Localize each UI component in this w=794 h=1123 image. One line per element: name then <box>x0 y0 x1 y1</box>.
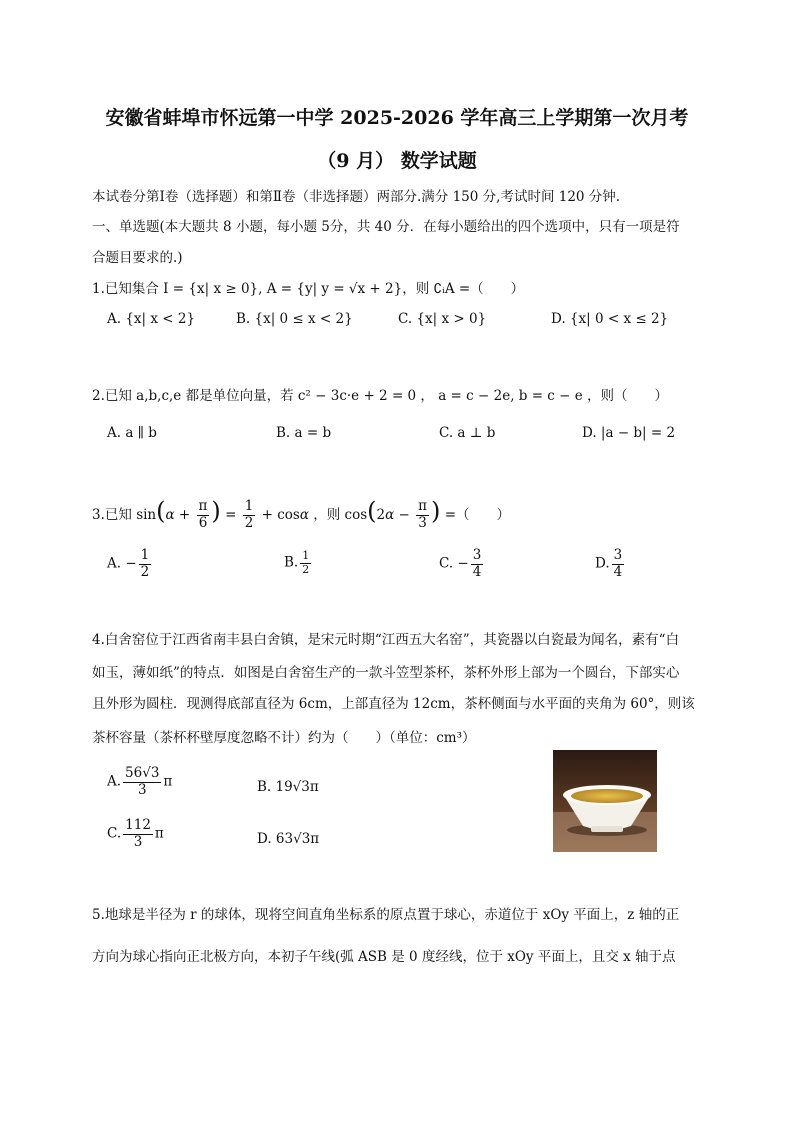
q1-option-b: B. {x| 0 ≤ x < 2} <box>236 311 353 327</box>
q3-option-c: C. − $\frac{3}{4}$ <box>439 547 482 580</box>
q4-option-b: B. 19√3π <box>257 779 319 795</box>
exam-intro: 本试卷分第Ⅰ卷（选择题）和第Ⅱ卷（非选择题）两部分.满分 150 分,考试时间 120 分钟. <box>92 189 621 205</box>
q4-stem-line1: 4.白舍窑位于江西省南丰县白舍镇，是宋元时期“江西五大名窑”，其瓷器以白瓷最为闻名，素有“白 <box>92 632 680 648</box>
q3-given-equation: sin(α + $\frac{\pi}{6}$ ) = $\frac{1}{2}$ + cosα <box>136 497 309 531</box>
q1-option-c: C. {x| x > 0} <box>398 311 487 327</box>
q3-option-d: D. $\frac{3}{4}$ <box>595 547 623 580</box>
page-title-line2: （9 月） 数学试题 <box>317 150 477 172</box>
q3-stem: 3.已知 sin(α + $\frac{\pi}{6}$ ) = $\frac{1}{2}$ + cosα ，则 cos(2α − $\frac{\pi}{3}$ ) =（ ） <box>92 497 511 531</box>
section1-heading-cont: 合题目要求的.) <box>92 250 183 266</box>
q1-stem: 1.已知集合 I = {x| x ≥ 0}, A = {y| y = √x + 2}，则 ∁ᵢA =（ ） <box>92 281 525 297</box>
q1-option-d: D. {x| 0 < x ≤ 2} <box>551 311 669 327</box>
q4-option-a: A. $\frac{56√3}{3}$ π <box>107 765 173 798</box>
q4-stem-line2: 如玉，薄如纸”的特点．如图是白舍窑生产的一款斗笠型茶杯，茶杯外形上部为一个圆台，下部实心 <box>92 665 680 681</box>
q3-target-expression: cos(2α − $\frac{\pi}{3}$ ) <box>344 497 441 531</box>
q5-stem-line1: 5.地球是半径为 r 的球体，现将空间直角坐标系的原点置于球心，赤道位于 xOy 平面上，z 轴的正 <box>92 907 680 923</box>
q5-stem-line2: 方向为球心指向正北极方向，本初子午线(弧 ASB 是 0 度经线，位于 xOy 平面上，且交 x 轴于点 <box>92 949 676 965</box>
q4-option-d: D. 63√3π <box>257 831 320 847</box>
q4-option-c: C. $\frac{112}{3}$ π <box>107 817 164 850</box>
q1-option-a: A. {x| x < 2} <box>107 311 196 327</box>
tea-cup-photo <box>553 750 657 852</box>
page-title-line1: 安徽省蚌埠市怀远第一中学 2025-2026 学年高三上学期第一次月考 <box>105 107 689 129</box>
q2-option-c: C. a ⊥ b <box>439 425 496 441</box>
q4-stem-line3: 且外形为圆柱．现测得底部直径为 6cm，上部直径为 12cm，茶杯侧面与水平面的夹角为 60°，则该 <box>92 696 695 712</box>
q2-stem: 2.已知 a,b,c,e 都是单位向量，若 c² − 3c·e + 2 = 0 ， a = c − 2e, b = c − e ，则（ ） <box>92 388 669 404</box>
q3-option-a: A. − $\frac{1}{2}$ <box>107 547 150 580</box>
q2-option-b: B. a = b <box>276 425 332 441</box>
q3-option-b: B. $\frac{1}{2}$ <box>284 549 310 576</box>
q2-option-a: A. a ∥ b <box>107 425 157 441</box>
q4-stem-line4: 茶杯容量（茶杯杯壁厚度忽略不计）约为（ ）（单位：cm³） <box>92 730 476 746</box>
section1-heading: 一、单选题(本大题共 8 小题，每小题 5分，共 40 分．在每小题给出的四个选项中，只有一项是符 <box>92 219 680 235</box>
q2-option-d: D. |a − b| = 2 <box>582 425 676 441</box>
